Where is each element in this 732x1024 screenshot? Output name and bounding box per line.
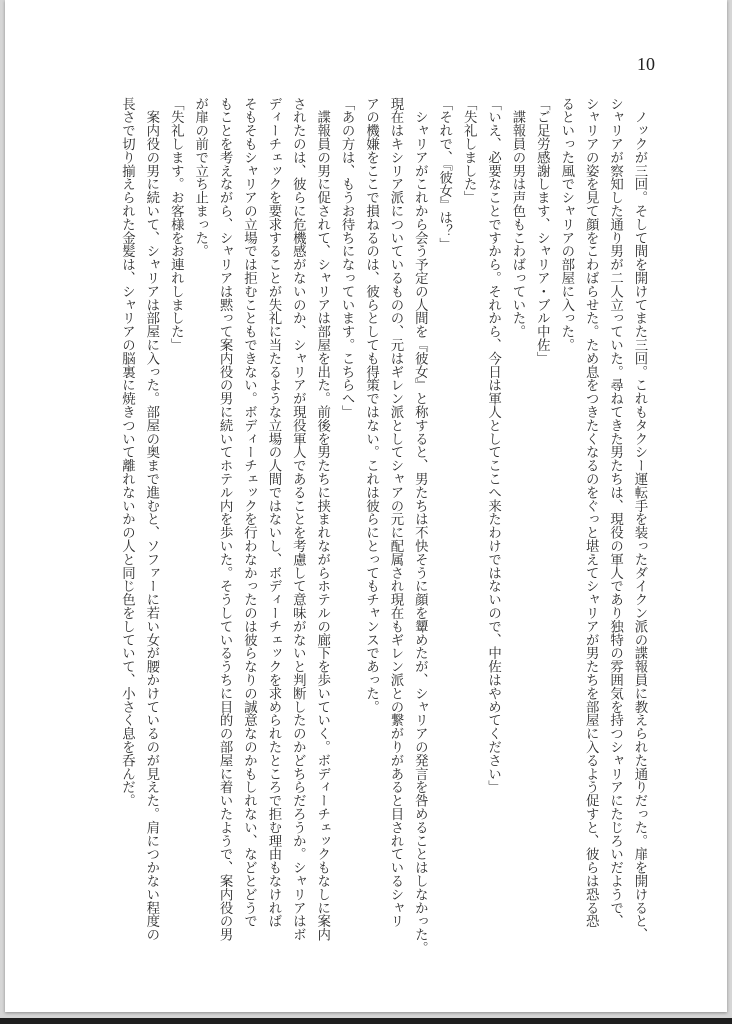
text-line: 「失礼しました」	[461, 97, 477, 205]
text-line: 長さで切り揃えられた金髪は、シャリアの脳裏に焼きついて離れないかの人と同じ色をしていて、小さく息を呑んだ。	[119, 97, 135, 808]
paragraph	[505, 97, 529, 937]
text-line: ディーチェックを要求することが失礼に当たるような立場の人間ではないし、ボディーチェックを求められたところで拒む理由もなければ	[265, 97, 281, 928]
text-line: 「ご足労感謝します、シャリア・ブル中佐」	[534, 97, 550, 365]
text-line: が扉の前で立ち止まった。	[192, 97, 208, 258]
paragraph	[187, 97, 333, 942]
document-page	[5, 0, 727, 1012]
paragraph	[334, 97, 358, 937]
viewer-bottom-bar	[0, 1018, 732, 1024]
text-line: もことを考えながら、シャリアは黙って案内役の男に続いてホテル内を歩いた。そうしているうちに目的の部屋に着いたようで、案内役の男	[217, 97, 233, 942]
text-line: アの機嫌をここで損ねるのは、彼らとしても得策ではない。これは彼らにとってもチャンスであった。	[363, 97, 379, 714]
text-line: 「失礼します。お客様をお連れしました」	[168, 97, 184, 352]
text-line: 「いえ、必要なことですから。それから、今日は軍人としてここへ来たわけではないので、中佐はやめてください」	[485, 97, 501, 794]
text-line: シャリアの姿を見て顔をこわばらせた。ため息をつきたくなるのをぐっと堪えてシャリアが男たちを部屋に入るよう促すと、彼らは恐る恐	[583, 97, 599, 928]
paragraph	[553, 97, 651, 942]
text-line: 「それで、『彼女』は？」	[436, 97, 452, 252]
text-line: シャリアが察知した通り男が二人立っていた。尋ねてきた男たちは、現役の軍人であり独特の雰囲気を持つシャリアにたじろいだようで、	[607, 97, 623, 928]
paragraph	[431, 97, 455, 937]
paragraph	[480, 97, 504, 937]
text-line: 「あの方は、もうお待ちになっています。こちらへ」	[339, 97, 355, 419]
text-line: シャリアがこれから会う予定の人間を『彼女』と称すると、男たちは不快そうに顔を顰めたが、シャリアの発言を咎めることはしなかった。	[412, 97, 428, 955]
paragraph	[529, 97, 553, 937]
paragraph	[358, 97, 431, 955]
text-line: そもそもシャリアの立場では拒むこともできない。ボディーチェックを行わなかったのは彼らなりの誠意なのかもしれない、などとどうで	[241, 97, 257, 928]
text-line: 諜報員の男は声色もこわばっていた。	[509, 97, 525, 339]
paragraph	[456, 97, 480, 937]
text-line: ノックが三回。そして間を開けてまた三回。これもタクシー運転手を装ったダイクン派の諜報員に教えられた通りだった。扉を開けると、	[632, 97, 647, 942]
text-line: 案内役の男に続いて、シャリアは部屋に入った。部屋の奥まで進むと、ソファーに若い女が腰かけているのが見えた。肩につかない程度の	[143, 97, 159, 942]
paragraph	[163, 97, 187, 937]
text-line: るといった風でシャリアの部屋に入った。	[558, 97, 574, 352]
vertical-body-text	[114, 97, 651, 955]
text-line: されたのは、彼らに危機感がないのか、シャリアが現役軍人であることを考慮して意味がないと判断したのかどちらだろうか。シャリアはボ	[290, 97, 306, 942]
text-line: 諜報員の男に促されて、シャリアは部屋を出た。前後を男たちに挟まれながらホテルの廊下を歩いていく。ボディーチェックもなしに案内	[314, 97, 330, 942]
paragraph	[114, 97, 163, 942]
page-number: 10	[637, 54, 655, 74]
text-line: 現在はキシリア派についているものの、元はギレン派としてシャアの元に配属され現在もギレン派との繋がりがあると目されているシャリ	[387, 97, 403, 928]
